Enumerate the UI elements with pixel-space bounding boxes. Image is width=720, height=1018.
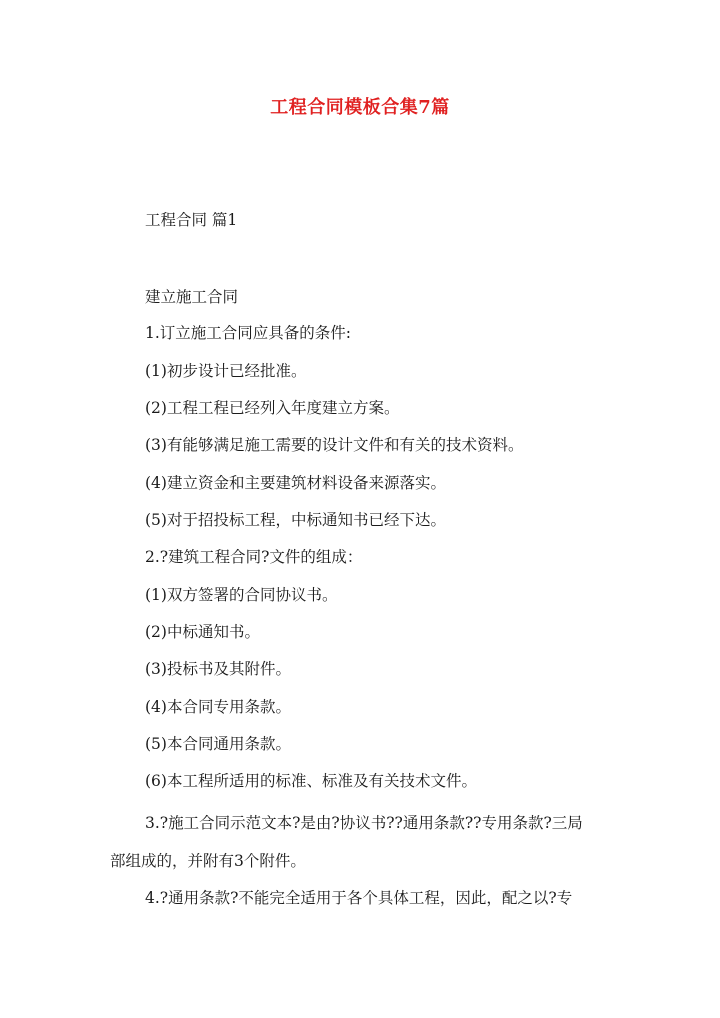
paragraph-line: (1)初步设计已经批准。 — [145, 362, 307, 380]
paragraph-line: (5)本合同通用条款。 — [145, 735, 291, 753]
document-title: 工程合同模板合集7篇 — [270, 97, 450, 118]
paragraph-line: 4.?通用条款?不能完全适用于各个具体工程，因此，配之以?专 — [145, 889, 573, 907]
paragraph-line: (5)对于招投标工程，中标通知书已经下达。 — [145, 511, 446, 529]
paragraph-line: (3)有能够满足施工需要的设计文件和有关的技术资料。 — [145, 436, 524, 454]
paragraph-line: (3)投标书及其附件。 — [145, 660, 291, 678]
paragraph-line: (6)本工程所适用的标准、标准及有关技术文件。 — [145, 772, 477, 790]
paragraph-line: (2)工程工程已经列入年度建立方案。 — [145, 399, 400, 417]
paragraph-line: (4)建立资金和主要建筑材料设备来源落实。 — [145, 474, 446, 492]
paragraph-line: 建立施工合同 — [145, 288, 239, 306]
paragraph-line: (1)双方签署的合同协议书。 — [145, 586, 338, 604]
paragraph-line: 部组成的，并附有3个附件。 — [110, 852, 306, 870]
paragraph-line: 3.?施工合同示范文本?是由?协议书??通用条款??专用条款?三局 — [145, 814, 583, 832]
paragraph-line: (4)本合同专用条款。 — [145, 698, 291, 716]
paragraph-line: 1.订立施工合同应具备的条件: — [145, 324, 352, 342]
paragraph-line: (2)中标通知书。 — [145, 623, 260, 641]
paragraph-line: 2.?建筑工程合同?文件的组成： — [145, 548, 363, 566]
section-heading: 工程合同 篇1 — [145, 211, 238, 229]
